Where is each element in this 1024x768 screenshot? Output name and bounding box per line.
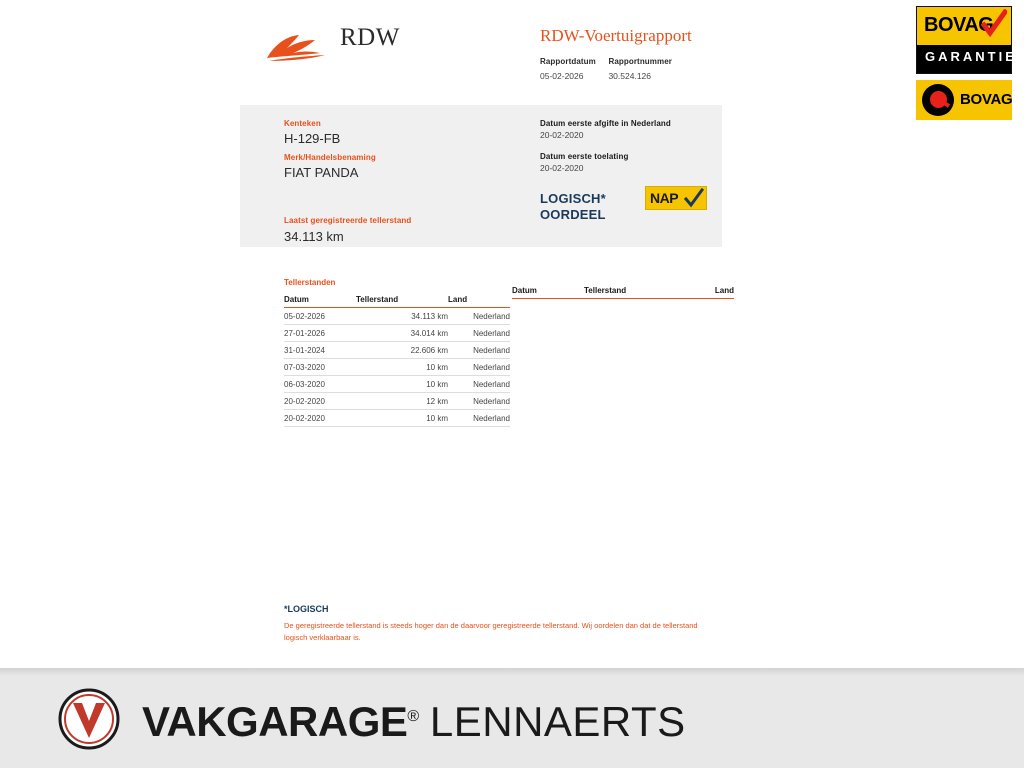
bovag-garantie-top <box>917 7 1011 45</box>
report-number-label: Rapportnummer <box>608 57 672 66</box>
bovag-garantie-badge <box>916 6 1017 74</box>
report-number-block <box>608 57 672 81</box>
cell-datum: 27-01-2026 <box>284 325 356 342</box>
kenteken-label: Kenteken <box>284 119 321 128</box>
cell-tellerstand: 34.113 km <box>356 308 448 325</box>
eerste-toelating-value: 20-02-2020 <box>540 163 584 173</box>
cell-tellerstand: 10 km <box>356 376 448 393</box>
oordeel-block <box>540 191 606 223</box>
tellerstanden-section <box>284 278 734 427</box>
nap-badge <box>645 186 707 210</box>
vakgarage-brand: VAKGARAGE <box>142 698 408 745</box>
cell-datum: 31-01-2024 <box>284 342 356 359</box>
bovag-garantie-label: GARANTIE <box>925 49 1017 64</box>
laatste-tellerstand-value: 34.113 km <box>284 229 344 244</box>
rdw-wordmark: RDW <box>340 24 400 51</box>
report-meta <box>540 57 840 81</box>
bovag-emblem-icon <box>922 84 954 116</box>
eerste-toelating-label: Datum eerste toelating <box>540 152 629 161</box>
report-date-block <box>540 57 604 81</box>
checkmark-icon <box>981 9 1007 39</box>
cell-tellerstand: 22.606 km <box>356 342 448 359</box>
footnote-block <box>284 604 714 644</box>
registered-mark: ® <box>407 708 419 725</box>
cell-land: Nederland <box>448 359 510 376</box>
vehicle-info-panel <box>240 105 722 247</box>
bovag-garantie-bottom <box>917 45 1017 73</box>
cell-tellerstand: 12 km <box>356 393 448 410</box>
nap-checkmark-icon <box>684 188 704 208</box>
cell-land: Nederland <box>448 308 510 325</box>
tellerstanden-right-header-table <box>512 286 734 299</box>
footnote-title-text: LOGISCH <box>287 604 329 614</box>
cell-tellerstand: 10 km <box>356 410 448 427</box>
laatste-tellerstand-label: Laatst geregistreerde tellerstand <box>284 216 412 225</box>
bovag-logo-wordmark: BOVAG <box>960 91 1013 108</box>
cell-land: Nederland <box>448 376 510 393</box>
footnote-text: De geregistreerde tellerstand is steeds hoger dan de daarvoor geregistreerde tellerstand. Wij oordelen dan dat de tellerstand logisch verklaarbaar is. <box>284 621 698 642</box>
table-header-row <box>284 295 510 308</box>
cell-land: Nederland <box>448 325 510 342</box>
merk-label: Merk/Handelsbenaming <box>284 153 376 162</box>
kenteken-value: H-129-FB <box>284 131 341 146</box>
column-header-land-right: Land <box>676 286 734 299</box>
report-date-label: Rapportdatum <box>540 57 596 66</box>
report-title: RDW-Voertuigrapport <box>540 26 692 45</box>
column-header-tellerstand-right: Tellerstand <box>584 286 676 299</box>
bovag-logo-badge <box>916 80 1012 120</box>
vakgarage-shield-icon <box>46 688 132 750</box>
column-header-datum: Datum <box>284 295 356 308</box>
oordeel-line-1: LOGISCH* <box>540 191 606 206</box>
table-row <box>284 342 510 359</box>
cell-datum: 06-03-2020 <box>284 376 356 393</box>
vakgarage-wordmark <box>142 698 686 746</box>
cell-tellerstand: 10 km <box>356 359 448 376</box>
vakgarage-location: LENNAERTS <box>429 698 686 745</box>
table-row <box>284 410 510 427</box>
table-row <box>284 308 510 325</box>
merk-value: FIAT PANDA <box>284 165 359 180</box>
eerste-afgifte-label: Datum eerste afgifte in Nederland <box>540 119 671 128</box>
report-date-value: 05-02-2026 <box>540 71 584 81</box>
cell-tellerstand: 34.014 km <box>356 325 448 342</box>
table-row <box>284 325 510 342</box>
footer-shadow <box>0 668 1024 676</box>
footnote-title <box>284 604 714 614</box>
cell-datum: 20-02-2020 <box>284 410 356 427</box>
cell-datum: 20-02-2020 <box>284 393 356 410</box>
column-header-datum-right: Datum <box>512 286 584 299</box>
cell-land: Nederland <box>448 342 510 359</box>
tellerstanden-title: Tellerstanden <box>284 278 336 287</box>
cell-datum: 07-03-2020 <box>284 359 356 376</box>
footnote-star: * <box>284 604 288 614</box>
eerste-afgifte-value: 20-02-2020 <box>540 130 584 140</box>
tellerstanden-table-right-empty <box>512 286 734 299</box>
rdw-logo <box>265 18 495 68</box>
cell-land: Nederland <box>448 410 510 427</box>
column-header-land: Land <box>448 295 510 308</box>
table-row <box>284 393 510 410</box>
column-header-tellerstand: Tellerstand <box>356 295 448 308</box>
cell-land: Nederland <box>448 393 510 410</box>
table-row <box>284 376 510 393</box>
table-header-row <box>512 286 734 299</box>
cell-datum: 05-02-2026 <box>284 308 356 325</box>
table-row <box>284 359 510 376</box>
rdw-flame-icon <box>265 34 327 62</box>
report-number-value: 30.524.126 <box>608 71 651 81</box>
tellerstanden-table <box>284 295 510 427</box>
bovag-garantie-wordmark: BOVAG <box>924 14 994 36</box>
nap-label: NAP <box>650 190 679 206</box>
oordeel-line-2: OORDEEL <box>540 207 606 222</box>
